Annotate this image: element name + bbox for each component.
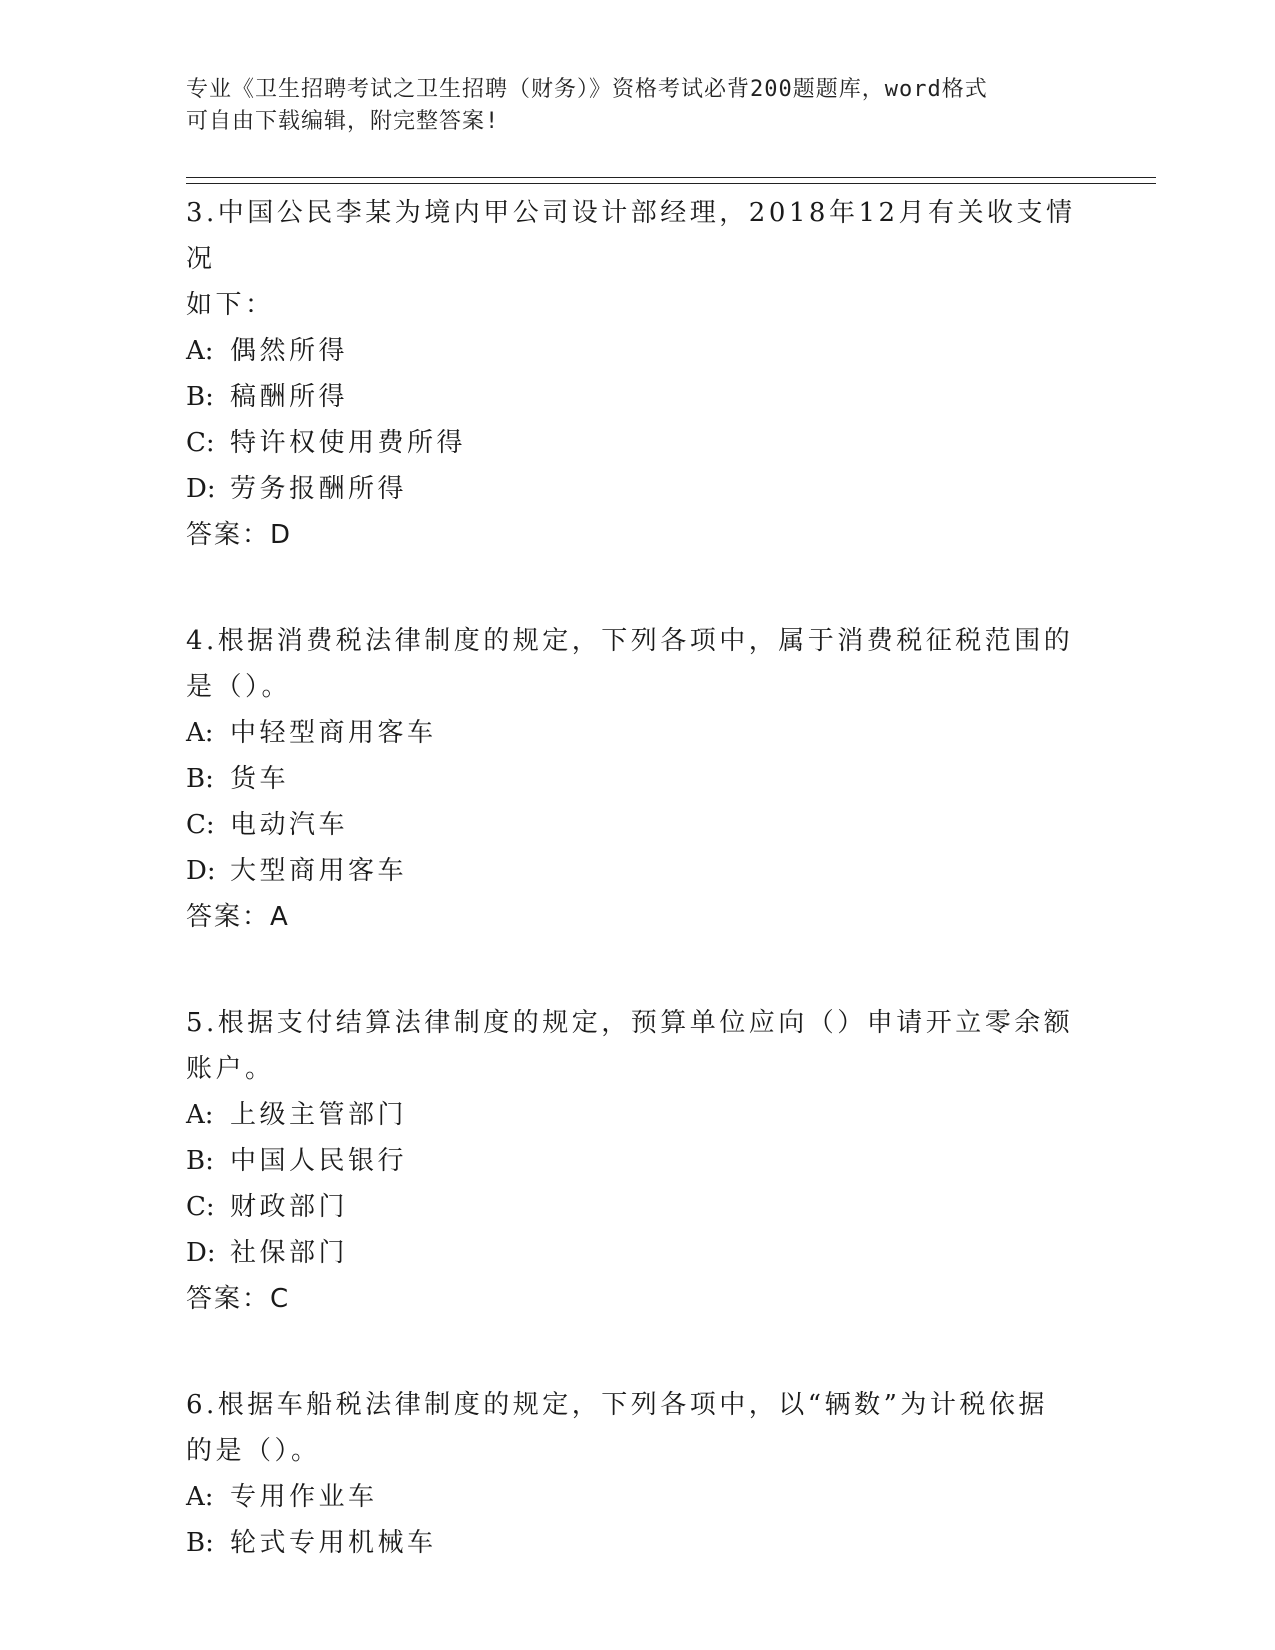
question-stem-line-1: 4.根据消费税法律制度的规定，下列各项中，属于消费税征税范围的 — [186, 626, 1074, 656]
option-letter: C: — [186, 1192, 215, 1222]
option-letter: A: — [186, 1100, 214, 1130]
question-stem-line-2: 账户。 — [186, 1054, 275, 1084]
option-letter: B: — [186, 764, 214, 794]
question-item — [186, 1382, 1086, 1566]
option-c — [186, 420, 1086, 466]
option-text: 特许权使用费所得 — [230, 428, 467, 458]
option-letter: D: — [186, 856, 216, 886]
question-stem — [186, 1000, 1086, 1092]
question-stem-line-1: 5.根据支付结算法律制度的规定，预算单位应向（）申请开立零余额 — [186, 1008, 1074, 1038]
header-divider-top — [186, 177, 1156, 178]
option-d — [186, 1230, 1086, 1276]
question-item — [186, 190, 1086, 558]
option-text: 劳务报酬所得 — [230, 474, 408, 504]
option-c — [186, 802, 1086, 848]
question-item — [186, 1000, 1086, 1322]
question-item — [186, 618, 1086, 940]
option-text: 专用作业车 — [230, 1482, 378, 1512]
header-line-1: 专业《卫生招聘考试之卫生招聘（财务）》资格考试必背200题题库，word格式 — [186, 77, 988, 102]
option-letter: A: — [186, 336, 214, 366]
answer-line: 答案：A — [186, 902, 290, 932]
option-text: 货车 — [230, 764, 290, 794]
option-text: 中国人民银行 — [230, 1146, 408, 1176]
option-letter: C: — [186, 428, 215, 458]
answer-line: 答案：D — [186, 520, 293, 550]
option-d — [186, 848, 1086, 894]
header-divider-bottom — [186, 183, 1156, 184]
question-stem — [186, 1382, 1086, 1474]
header-line-2: 可自由下载编辑，附完整答案! — [186, 109, 500, 134]
question-stem-line-2: 如下： — [186, 290, 275, 320]
option-text: 电动汽车 — [230, 810, 349, 840]
option-text: 财政部门 — [230, 1192, 349, 1222]
option-letter: A: — [186, 718, 214, 748]
option-text: 大型商用客车 — [230, 856, 408, 886]
document-header — [186, 74, 1066, 138]
option-text: 社保部门 — [230, 1238, 349, 1268]
option-letter: D: — [186, 1238, 216, 1268]
question-list — [186, 190, 1086, 1626]
option-text: 偶然所得 — [230, 336, 349, 366]
question-stem-line-1: 6.根据车船税法律制度的规定，下列各项中，以“辆数”为计税依据 — [186, 1390, 1048, 1420]
option-text: 轮式专用机械车 — [230, 1528, 437, 1558]
option-a — [186, 710, 1086, 756]
answer-line: 答案：C — [186, 1284, 291, 1314]
option-b — [186, 1520, 1086, 1566]
option-b — [186, 756, 1086, 802]
option-b — [186, 1138, 1086, 1184]
option-text: 中轻型商用客车 — [230, 718, 437, 748]
option-letter: B: — [186, 382, 214, 412]
option-letter: B: — [186, 1146, 214, 1176]
option-b — [186, 374, 1086, 420]
question-stem-line-2: 是（）。 — [186, 672, 292, 702]
question-stem — [186, 618, 1086, 710]
option-letter: B: — [186, 1528, 214, 1558]
option-text: 上级主管部门 — [230, 1100, 408, 1130]
option-letter: C: — [186, 810, 215, 840]
option-letter: D: — [186, 474, 216, 504]
option-a — [186, 1092, 1086, 1138]
option-text: 稿酬所得 — [230, 382, 349, 412]
question-stem-line-1: 3.中国公民李某为境内甲公司设计部经理，2018年12月有关收支情况 — [186, 198, 1076, 274]
question-stem — [186, 190, 1086, 328]
question-stem-line-2: 的是（）。 — [186, 1436, 321, 1466]
option-c — [186, 1184, 1086, 1230]
option-a — [186, 328, 1086, 374]
option-letter: A: — [186, 1482, 214, 1512]
option-a — [186, 1474, 1086, 1520]
option-d — [186, 466, 1086, 512]
